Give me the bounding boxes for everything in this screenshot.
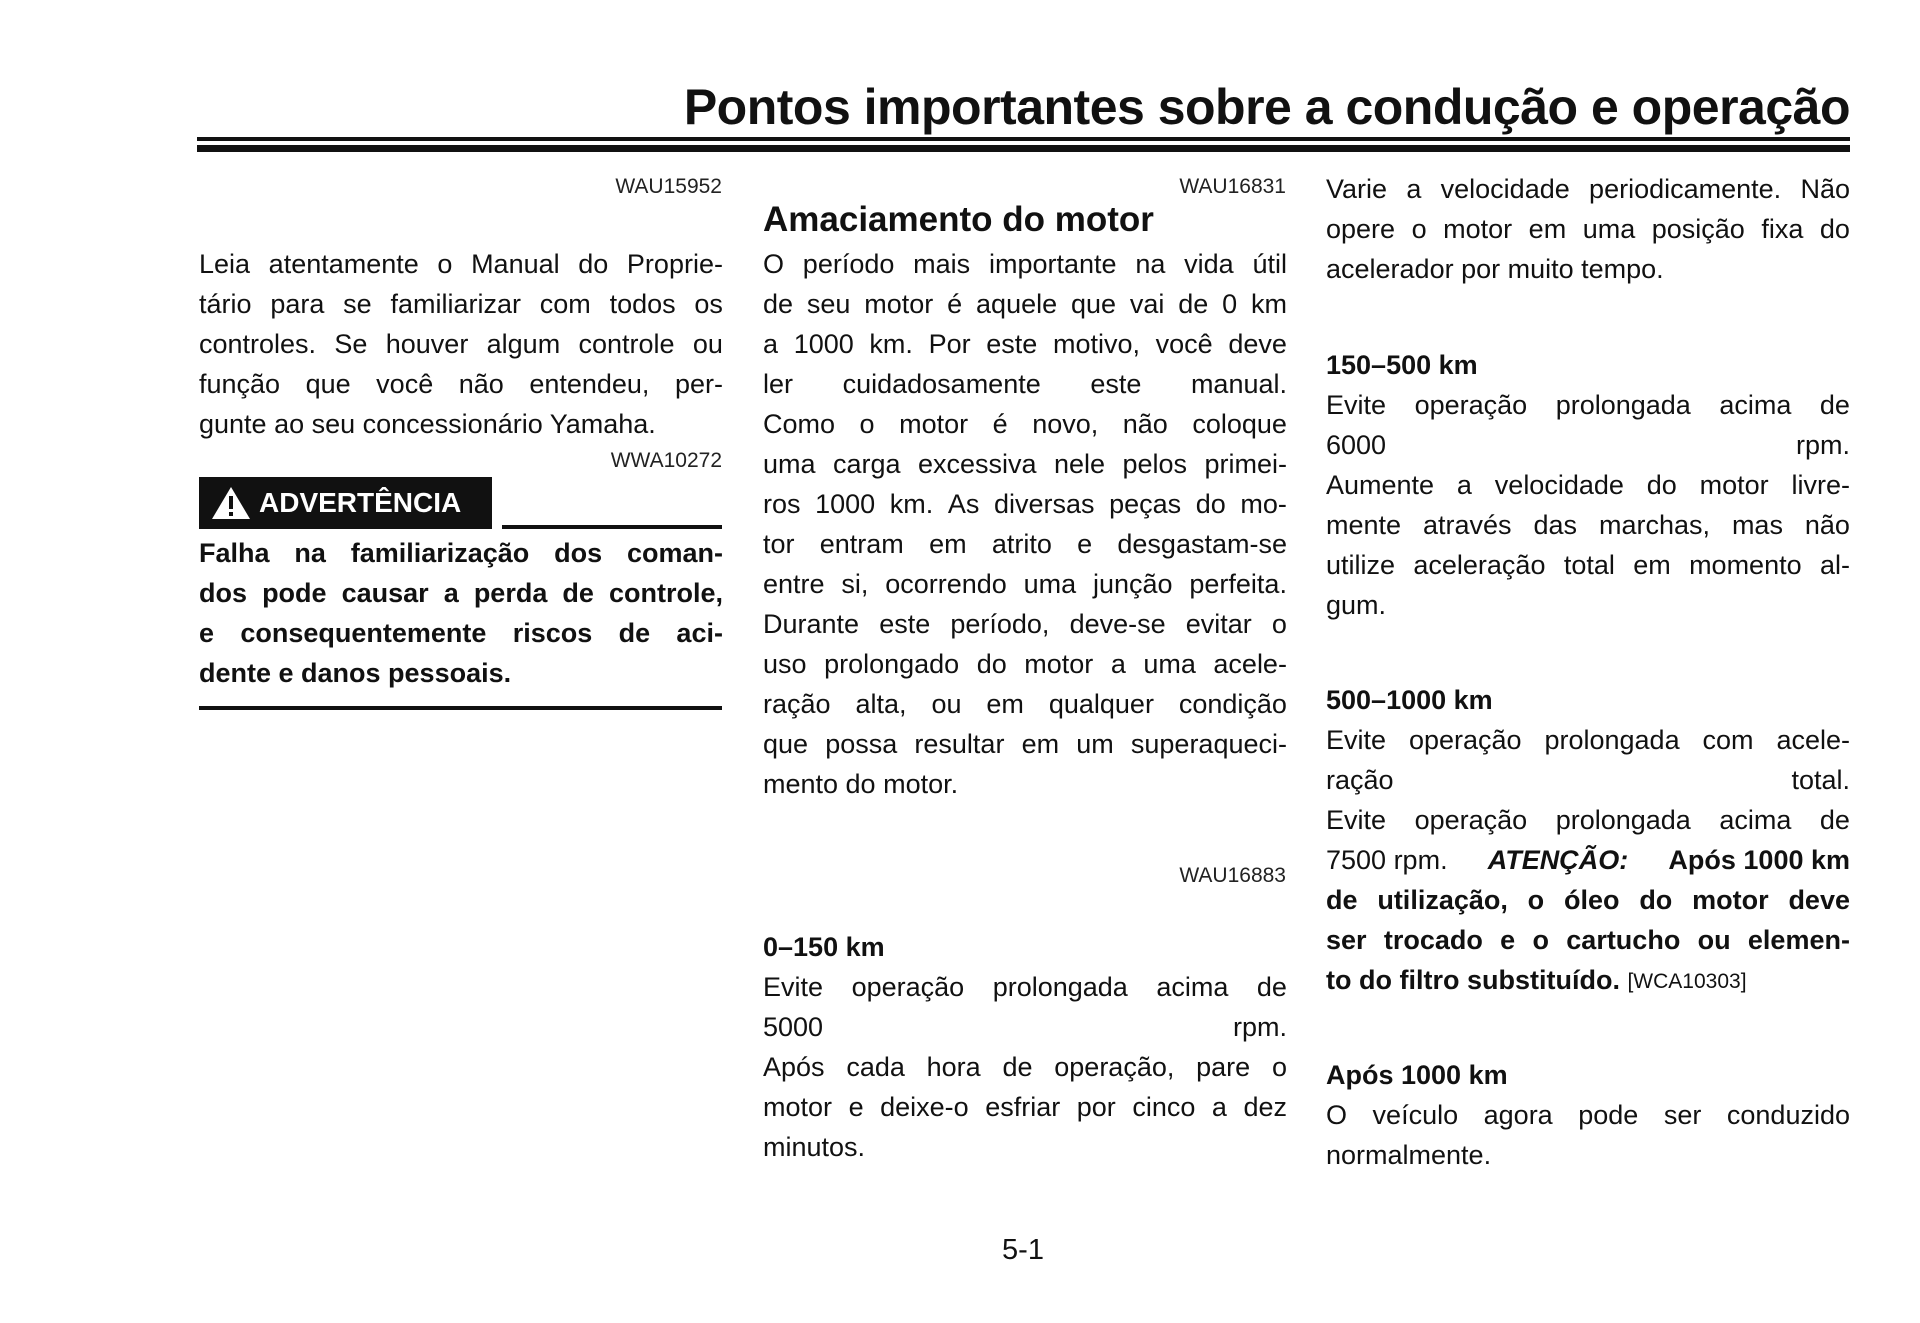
text-line: opere o motor em uma posição fixa do — [1326, 214, 1850, 244]
line — [1326, 960, 1850, 1000]
text-line: ler cuidadosamente este manual. — [763, 369, 1287, 399]
lines — [1326, 720, 1850, 840]
text-line: 6000 rpm. — [1326, 430, 1850, 460]
paragraph-after-1000 — [1326, 1095, 1850, 1175]
text-line: minutos. — [763, 1132, 866, 1162]
line — [1326, 840, 1850, 880]
attention-text — [1326, 880, 1850, 960]
text: Após 1000 km — [1668, 845, 1850, 875]
text-line: ração alta, ou em qualquer condição — [763, 689, 1287, 719]
text-line: a 1000 km. Por este motivo, você deve — [763, 329, 1287, 359]
warning-text — [199, 533, 723, 693]
text-line: Evite operação prolongada acima de — [1326, 805, 1850, 835]
text-line: Falha na familiarização dos coman- — [199, 538, 723, 568]
header-rule-thin — [197, 137, 1850, 141]
warning-bottom-rule — [199, 706, 722, 710]
page-number: 5-1 — [1002, 1234, 1044, 1266]
text-line: normalmente. — [1326, 1140, 1492, 1170]
paragraph-0-150 — [763, 967, 1287, 1167]
text-line: de seu motor é aquele que vai de 0 km — [763, 289, 1287, 319]
subheading-150-500: 150–500 km — [1326, 350, 1478, 380]
text-line: Evite operação prolongada acima de — [1326, 390, 1850, 420]
text-line: uma carga excessiva nele pelos primei- — [763, 449, 1287, 479]
text-line: acelerador por muito tempo. — [1326, 254, 1664, 284]
text-line: Após cada hora de operação, pare o — [763, 1052, 1287, 1082]
vary-speed-paragraph — [1326, 169, 1850, 289]
text-line: que possa resultar em um superaqueci- — [763, 729, 1287, 759]
text-line: gunte ao seu concessionário Yamaha. — [199, 409, 656, 439]
text-line: Leia atentamente o Manual do Proprie- — [199, 249, 723, 279]
section-heading: Amaciamento do motor — [763, 200, 1154, 239]
text-line: gum. — [1326, 590, 1387, 620]
text-line: Aumente a velocidade do motor livre- — [1326, 470, 1850, 500]
text-line: função que você não entendeu, per- — [199, 369, 723, 399]
text-line: motor e deixe-o esfriar por cinco a dez — [763, 1092, 1287, 1122]
warning-label: ADVERTÊNCIA — [259, 487, 462, 518]
break-in-paragraph — [763, 244, 1287, 804]
text-line: dente e danos pessoais. — [199, 658, 512, 688]
text-line: de utilização, o óleo do motor deve — [1326, 885, 1850, 915]
text-line: utilize aceleração total em momento al- — [1326, 550, 1850, 580]
text-line: ração total. — [1326, 765, 1850, 795]
warning-code: WWA10272 — [610, 449, 722, 472]
text-line: Evite operação prolongada acima de — [763, 972, 1287, 1002]
text-line: tário para se familiarizar com todos os — [199, 289, 723, 319]
paragraph-150-500 — [1326, 385, 1850, 625]
section-code: WAU15952 — [615, 175, 722, 198]
intro-paragraph — [199, 244, 723, 444]
paragraph-500-1000 — [1326, 720, 1850, 1000]
section-code: WAU16883 — [1179, 864, 1286, 887]
text: 7500 rpm. — [1326, 845, 1448, 875]
text-line: O veículo agora pode ser conduzido — [1326, 1100, 1850, 1130]
warning-badge — [199, 477, 492, 529]
text-line: Varie a velocidade periodicamente. Não — [1326, 174, 1850, 204]
text-line: O período mais importante na vida útil — [763, 249, 1287, 279]
section-code: WAU16831 — [1179, 175, 1286, 198]
subheading-0-150: 0–150 km — [763, 932, 885, 962]
header-rule-thick — [197, 145, 1850, 152]
text-line: 5000 rpm. — [763, 1012, 1287, 1042]
text-line: entre si, ocorrendo uma junção perfeita. — [763, 569, 1287, 599]
warning-triangle-icon — [211, 486, 251, 520]
text-line: Como o motor é novo, não coloque — [763, 409, 1287, 439]
warning-header-rule — [502, 525, 722, 529]
text-line: Durante este período, deve-se evitar o — [763, 609, 1287, 639]
attention-text: to do filtro substituído. — [1326, 965, 1620, 995]
text-line: controles. Se houver algum controle ou — [199, 329, 723, 359]
text-line: dos pode causar a perda de controle, — [199, 578, 723, 608]
text-line: ser trocado e o cartucho ou elemen- — [1326, 925, 1850, 955]
page-title: Pontos importantes sobre a condução e operação — [683, 79, 1850, 135]
text-line: tor entram em atrito e desgastam-se — [763, 529, 1287, 559]
text-line: e consequentemente riscos de aci- — [199, 618, 723, 648]
text-line: mente através das marchas, mas não — [1326, 510, 1850, 540]
text-line: uso prolongado do motor a uma acele- — [763, 649, 1287, 679]
subheading-after-1000: Após 1000 km — [1326, 1060, 1508, 1090]
subheading-500-1000: 500–1000 km — [1326, 685, 1493, 715]
text-line: ros 1000 km. As diversas peças do mo- — [763, 489, 1287, 519]
text-line: mento do motor. — [763, 769, 959, 799]
text-line: Evite operação prolongada com acele- — [1326, 725, 1850, 755]
caution-code: [WCA10303] — [1627, 970, 1747, 993]
attention-label: ATENÇÃO: — [1487, 845, 1629, 875]
